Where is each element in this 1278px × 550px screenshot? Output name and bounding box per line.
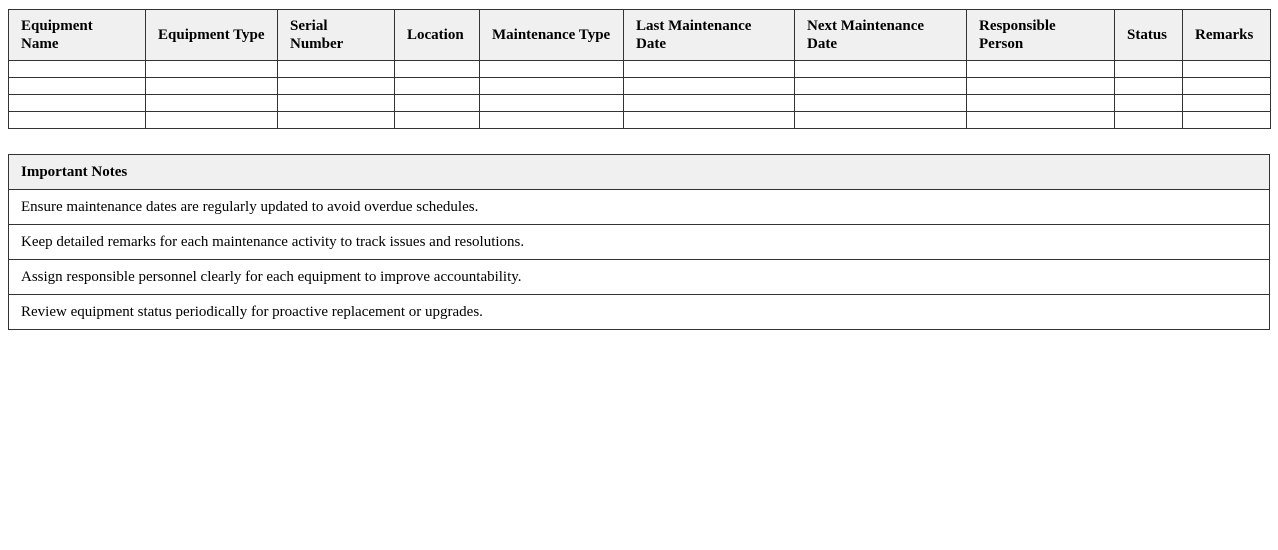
table-cell[interactable] [480, 61, 624, 78]
table-cell[interactable] [480, 78, 624, 95]
table-cell[interactable] [1115, 95, 1183, 112]
header-next-maintenance-date: Next Maintenance Date [795, 10, 967, 61]
header-responsible-person: Responsible Person [967, 10, 1115, 61]
header-row [9, 10, 1271, 61]
table-cell[interactable] [967, 95, 1115, 112]
table-cell[interactable] [278, 112, 395, 129]
table-cell[interactable] [480, 112, 624, 129]
table-cell[interactable] [967, 61, 1115, 78]
note-item: Keep detailed remarks for each maintenance activity to track issues and resolutions. [9, 225, 1270, 260]
table-row [9, 112, 1271, 129]
table-cell[interactable] [146, 112, 278, 129]
table-cell[interactable] [1115, 78, 1183, 95]
table-cell[interactable] [624, 112, 795, 129]
header-maintenance-type: Maintenance Type [480, 10, 624, 61]
table-cell[interactable] [1183, 61, 1271, 78]
note-row [9, 260, 1270, 295]
table-cell[interactable] [146, 78, 278, 95]
table-cell[interactable] [624, 61, 795, 78]
table-cell[interactable] [9, 78, 146, 95]
table-cell[interactable] [1115, 61, 1183, 78]
header-serial-number: Serial Number [278, 10, 395, 61]
header-status: Status [1115, 10, 1183, 61]
note-row [9, 225, 1270, 260]
table-cell[interactable] [1183, 112, 1271, 129]
table-cell[interactable] [146, 95, 278, 112]
table-cell[interactable] [1183, 95, 1271, 112]
table-row [9, 61, 1271, 78]
header-last-maintenance-date: Last Maintenance Date [624, 10, 795, 61]
table-cell[interactable] [795, 78, 967, 95]
note-item: Assign responsible personnel clearly for each equipment to improve accountability. [9, 260, 1270, 295]
note-item: Review equipment status periodically for proactive replacement or upgrades. [9, 295, 1270, 330]
table-cell[interactable] [278, 78, 395, 95]
important-notes-table [8, 154, 1270, 330]
table-cell[interactable] [9, 95, 146, 112]
table-cell[interactable] [395, 78, 480, 95]
table-cell[interactable] [480, 95, 624, 112]
table-cell[interactable] [278, 61, 395, 78]
table-cell[interactable] [795, 61, 967, 78]
table-cell[interactable] [9, 61, 146, 78]
table-row [9, 78, 1271, 95]
notes-title: Important Notes [9, 155, 1270, 190]
table-cell[interactable] [395, 95, 480, 112]
header-equipment-name: Equipment Name [9, 10, 146, 61]
table-row [9, 95, 1271, 112]
table-cell[interactable] [1183, 78, 1271, 95]
table-cell[interactable] [1115, 112, 1183, 129]
table-cell[interactable] [395, 61, 480, 78]
header-location: Location [395, 10, 480, 61]
table-cell[interactable] [146, 61, 278, 78]
table-cell[interactable] [967, 78, 1115, 95]
table-cell[interactable] [795, 112, 967, 129]
table-cell[interactable] [795, 95, 967, 112]
header-remarks: Remarks [1183, 10, 1271, 61]
table-cell[interactable] [624, 95, 795, 112]
note-row [9, 295, 1270, 330]
note-item: Ensure maintenance dates are regularly updated to avoid overdue schedules. [9, 190, 1270, 225]
equipment-maintenance-table [8, 9, 1271, 129]
note-row [9, 190, 1270, 225]
table-cell[interactable] [967, 112, 1115, 129]
table-cell[interactable] [9, 112, 146, 129]
header-equipment-type: Equipment Type [146, 10, 278, 61]
table-cell[interactable] [624, 78, 795, 95]
table-cell[interactable] [278, 95, 395, 112]
table-cell[interactable] [395, 112, 480, 129]
